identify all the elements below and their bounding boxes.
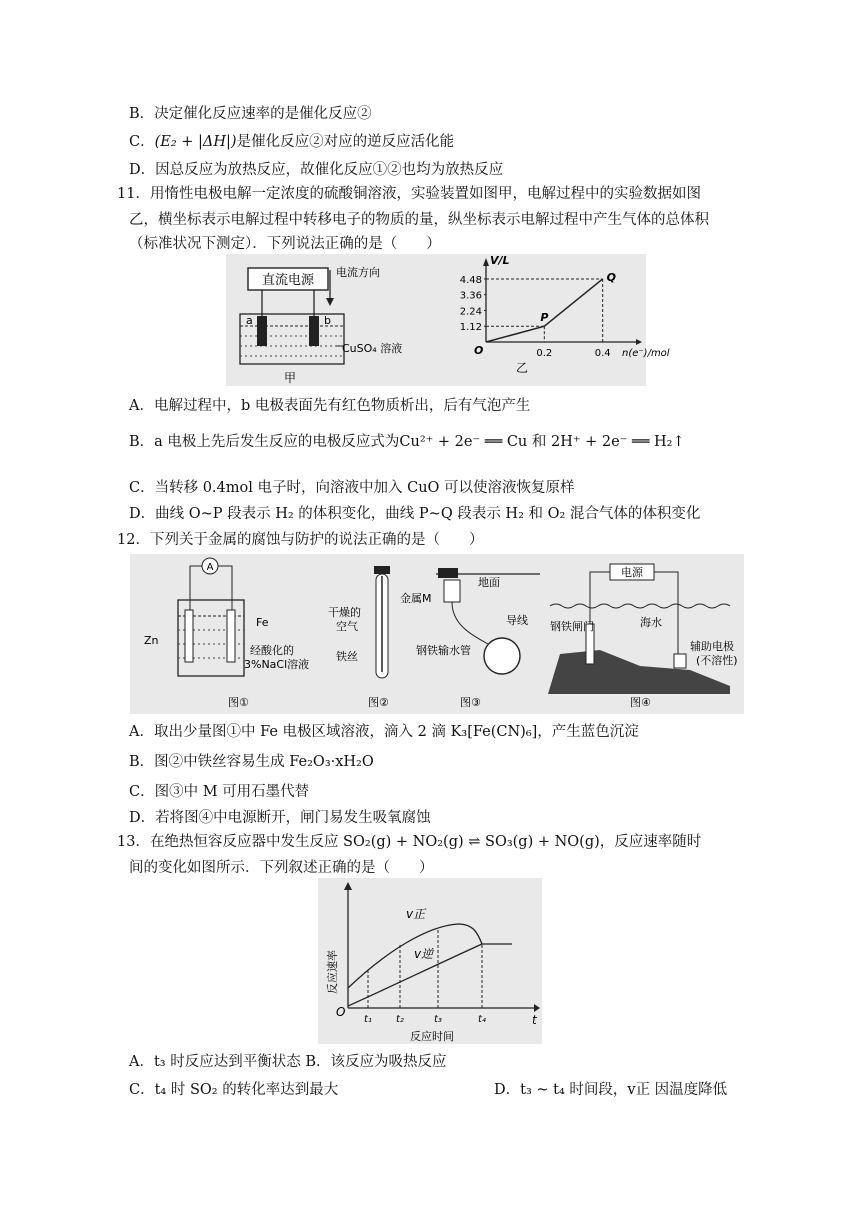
q11-option-b: B．a 电极上先后发生反应的电极反应式为Cu²⁺ + 2e⁻ ══ Cu 和 2H⁺ + 2e⁻ ══ H₂↑	[129, 434, 685, 450]
fe-label: Fe	[256, 616, 269, 629]
q10-option-c-formula: (E₂ + |ΔH|)	[154, 134, 237, 150]
power-label: 电源	[621, 566, 643, 579]
q12-option-c: C．图③中 M 可用石墨代替	[129, 784, 310, 800]
ground-label: 地面	[478, 576, 500, 589]
y-axis-label: V/L	[490, 254, 510, 267]
tick-t4: t₄	[478, 1014, 486, 1025]
q13-t-axis-label: t	[532, 1013, 537, 1027]
q10-option-c-prefix: C．	[129, 134, 155, 150]
origin-label: O	[474, 344, 484, 357]
auxiliary-electrode	[674, 654, 686, 668]
aux-electrode-label-2: (不溶性)	[696, 654, 738, 667]
q13-figure	[318, 878, 542, 1044]
dc-power-label: 直流电源	[261, 273, 315, 288]
point-p-label: P	[540, 311, 549, 325]
gate-label: 钢铁闸门	[550, 620, 594, 633]
q12-figures	[130, 554, 744, 714]
aux-electrode-label-1: 辅助电极	[690, 640, 734, 653]
figure-2-caption: 图②	[368, 696, 389, 709]
q12-option-a: A．取出少量图①中 Fe 电极区域溶液，滴入 2 滴 K₃[Fe(CN)₆]，产生蓝色沉淀	[129, 724, 639, 740]
current-direction-label: 电流方向	[336, 266, 380, 279]
solution-label-1: 经酸化的	[250, 644, 294, 657]
q11-option-d: D．曲线 O~P 段表示 H₂ 的体积变化，曲线 P~Q 段表示 H₂ 和 O₂ 混合气体的体积变化	[129, 506, 701, 522]
q10-option-d: D．因总反应为放热反应，故催化反应①②也均为放热反应	[129, 162, 504, 178]
q13-stem-line2: 间的变化如图所示．下列叙述正确的是（ ）	[129, 860, 434, 876]
q11-stem-line2: 乙，横坐标表示电解过程中转移电子的物质的量，纵坐标表示电解过程中产生气体的总体积	[129, 212, 709, 228]
q13-option-d: D．t₃ ~ t₄ 时间段，v正 因温度降低	[494, 1082, 728, 1098]
steel-pipe	[484, 638, 520, 674]
fe-electrode	[227, 610, 235, 662]
electrode-b	[309, 316, 319, 346]
dry-air-label-2: 空气	[336, 620, 358, 633]
figure-jia-caption: 甲	[284, 371, 297, 385]
y-tick-label: 1.12	[459, 322, 482, 334]
metal-m-label: 金属M	[400, 592, 432, 605]
q10-option-b: B．决定催化反应速率的是催化反应②	[129, 106, 372, 122]
q11-option-c: C．当转移 0.4mol 电子时，向溶液中加入 CuO 可以使溶液恢复原样	[129, 480, 575, 496]
tick-t1: t₁	[364, 1014, 372, 1025]
zn-electrode	[185, 610, 193, 662]
cuso4-label: CuSO₄ 溶液	[342, 342, 403, 355]
electrode-b-label: b	[324, 314, 331, 327]
point-q-label: Q	[606, 270, 617, 284]
figure-4	[548, 564, 738, 709]
q11-stem-line3: （标准状况下测定）．下列说法正确的是（ ）	[129, 236, 441, 252]
pipe-label: 钢铁输水管	[416, 644, 471, 657]
q13-origin: O	[336, 1005, 346, 1019]
iron-wire-label: 铁丝	[336, 650, 358, 663]
electrode-a-label: a	[246, 314, 253, 327]
v-forward-label: v正	[406, 907, 426, 921]
q13-option-ab: A．t₃ 时反应达到平衡状态 B．该反应为吸热反应	[129, 1054, 447, 1070]
q10-option-c	[129, 132, 454, 152]
x-axis-label: n(e⁻)/mol	[622, 348, 670, 359]
figure-1-caption: 图①	[228, 696, 249, 709]
q11-chart	[446, 254, 670, 386]
q13-option-c: C．t₄ 时 SO₂ 的转化率达到最大	[129, 1082, 339, 1098]
y-tick-label: 2.24	[459, 306, 482, 318]
y-tick-label: 3.36	[459, 290, 482, 302]
figure-3-caption: 图③	[460, 696, 481, 709]
figure-3	[400, 568, 540, 709]
ammeter-label: A	[206, 562, 214, 573]
wire-label: 导线	[506, 614, 528, 627]
x-tick-label: 0.2	[536, 348, 553, 359]
electrode-a	[257, 316, 267, 346]
solution-label-2: 3%NaCl溶液	[244, 658, 310, 671]
q11-option-a: A．电解过程中，b 电极表面先有红色物质析出，后有气泡产生	[129, 398, 531, 414]
v-reverse-label: v逆	[414, 947, 434, 961]
metal-m-block	[444, 580, 460, 602]
dry-air-label-1: 干燥的	[328, 606, 361, 619]
q12-option-d: D．若将图④中电源断开，闸门易发生吸氧腐蚀	[129, 810, 431, 826]
q10-option-c-text: 是催化反应②对应的逆反应活化能	[236, 134, 455, 150]
q12-option-b: B．图②中铁丝容易生成 Fe₂O₃·xH₂O	[129, 754, 374, 770]
tick-t3: t₃	[434, 1014, 442, 1025]
y-tick-label: 4.48	[459, 274, 482, 286]
figure-2	[328, 566, 390, 709]
zn-label: Zn	[144, 634, 159, 647]
figure-1	[144, 558, 309, 709]
q13-x-label: 反应时间	[410, 1030, 454, 1043]
y-axis-arrow	[483, 258, 489, 266]
q13-y-label: 反应速率	[326, 950, 339, 994]
tick-t2: t₂	[396, 1014, 404, 1025]
x-axis-arrow	[636, 339, 642, 345]
figure-4-caption: 图④	[630, 696, 651, 709]
x-tick-label: 0.4	[594, 348, 611, 359]
q12-stem: 12．下列关于金属的腐蚀与防护的说法正确的是（ ）	[117, 532, 484, 548]
seawater-label: 海水	[640, 616, 662, 629]
chart-caption: 乙	[516, 361, 529, 375]
q13-stem-line1: 13．在绝热恒容反应器中发生反应 SO₂(g) + NO₂(g) ⇌ SO₃(g) + NO(g)，反应速率随时	[117, 834, 702, 850]
q11-stem-line1: 11．用惰性电极电解一定浓度的硫酸铜溶液，实验装置如图甲，电解过程中的实验数据如图	[117, 186, 701, 202]
